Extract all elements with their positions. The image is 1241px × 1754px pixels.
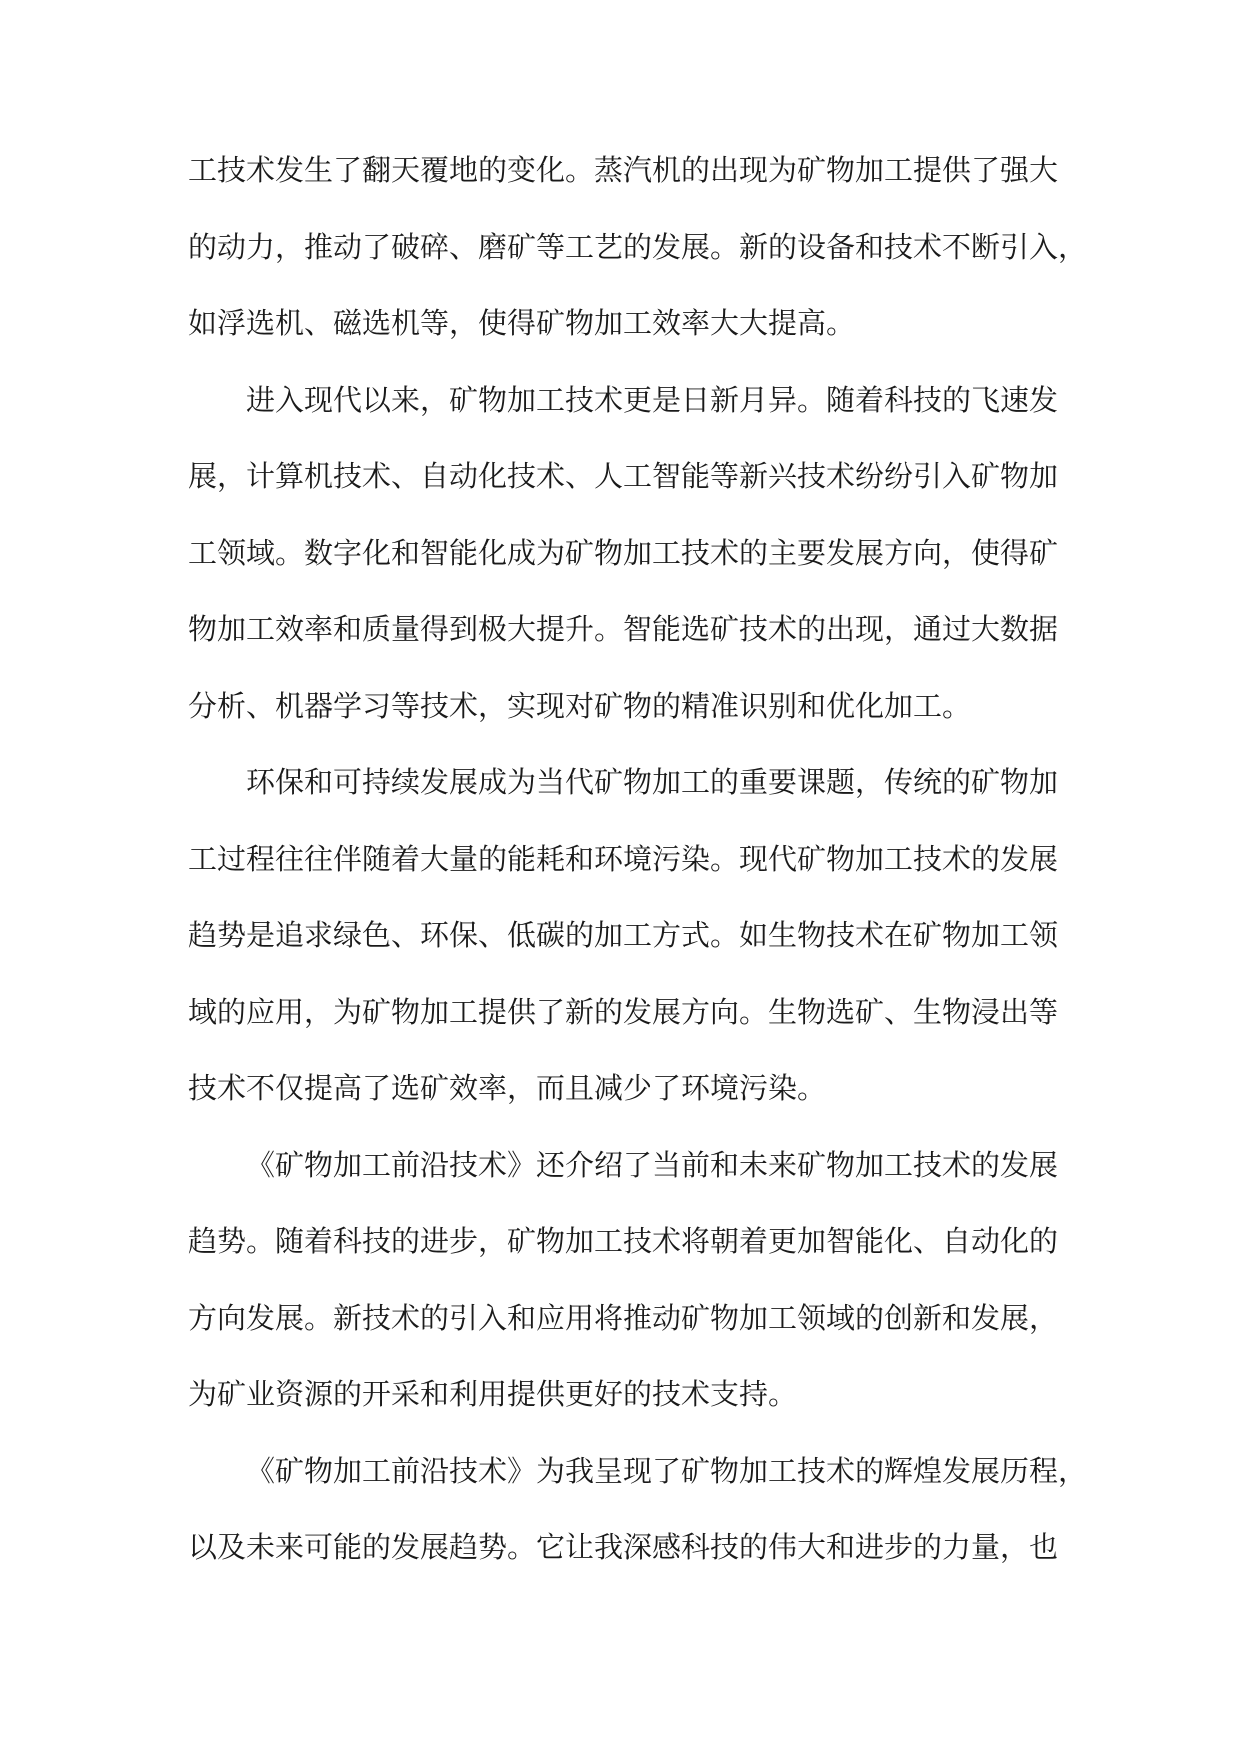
text-line: 以及未来可能的发展趋势。它让我深感科技的伟大和进步的力量，也	[188, 1530, 1059, 1564]
text-line: 工过程往往伴随着大量的能耗和环境污染。现代矿物加工技术的发展	[188, 841, 1059, 876]
text-line: 趋势是追求绿色、环保、低碳的加工方式。如生物技术在矿物加工领	[188, 918, 1059, 952]
text-line: 如浮选机、磁选机等，使得矿物加工效率大大提高。	[188, 306, 856, 340]
text-line: 物加工效率和质量得到极大提升。智能选矿技术的出现，通过大数据	[188, 612, 1059, 646]
text-line: 技术不仅提高了选矿效率，而且减少了环境污染。	[188, 1071, 827, 1105]
text-line: 工领域。数字化和智能化成为矿物加工技术的主要发展方向，使得矿	[188, 535, 1059, 570]
text-line: 《矿物加工前沿技术》为我呈现了矿物加工技术的辉煌发展历程，	[246, 1453, 1088, 1488]
text-line: 域的应用，为矿物加工提供了新的发展方向。生物选矿、生物浸出等	[188, 994, 1059, 1029]
text-line: 展，计算机技术、自动化技术、人工智能等新兴技术纷纷引入矿物加	[188, 459, 1059, 493]
text-line: 趋势。随着科技的进步，矿物加工技术将朝着更加智能化、自动化的	[188, 1224, 1059, 1258]
text-line: 的动力，推动了破碎、磨矿等工艺的发展。新的设备和技术不断引入，	[188, 229, 1088, 264]
text-line: 进入现代以来，矿物加工技术更是日新月异。随着科技的飞速发	[246, 382, 1059, 417]
text-line: 为矿业资源的开采和利用提供更好的技术支持。	[188, 1377, 798, 1411]
text-line: 《矿物加工前沿技术》还介绍了当前和未来矿物加工技术的发展	[246, 1147, 1059, 1182]
text-line: 工技术发生了翻天覆地的变化。蒸汽机的出现为矿物加工提供了强大	[188, 153, 1059, 187]
body-text	[188, 144, 1088, 1598]
text-line: 方向发展。新技术的引入和应用将推动矿物加工领域的创新和发展，	[188, 1300, 1059, 1335]
text-line: 环保和可持续发展成为当代矿物加工的重要课题，传统的矿物加	[246, 765, 1059, 799]
text-line: 分析、机器学习等技术，实现对矿物的精准识别和优化加工。	[188, 688, 972, 723]
